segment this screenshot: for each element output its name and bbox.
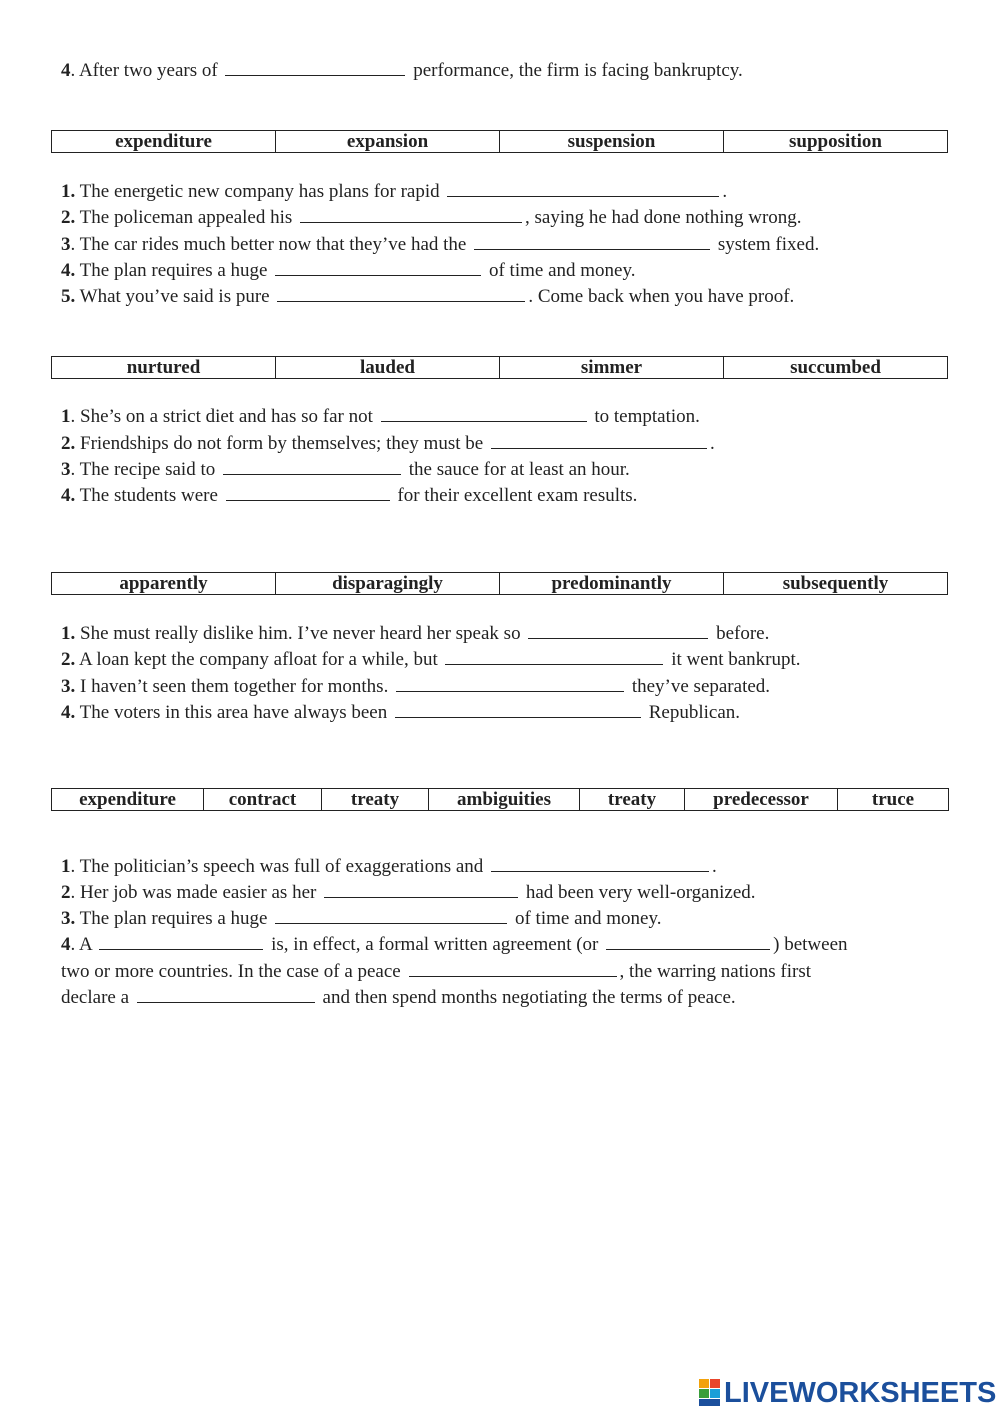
- item-number: 2.: [61, 207, 76, 228]
- answer-blank[interactable]: [395, 701, 641, 718]
- exercise-item-continued: [61, 960, 811, 984]
- item-text: . The politician’s speech was full of exaggerations and: [70, 856, 489, 877]
- word-bank-cell: subsequently: [724, 573, 948, 595]
- answer-blank[interactable]: [396, 675, 624, 692]
- answer-blank[interactable]: [300, 206, 522, 223]
- item-text: What you’ve said is pure: [75, 286, 275, 307]
- word-bank-cell: expenditure: [52, 131, 276, 153]
- word-bank-cell: supposition: [724, 131, 948, 153]
- item-text: they’ve separated.: [627, 676, 771, 697]
- item-text: The plan requires a huge: [75, 908, 273, 929]
- word-bank-cell: predominantly: [500, 573, 724, 595]
- exercise-item: [61, 484, 637, 508]
- logo-icon: [699, 1379, 721, 1407]
- item-text: performance, the firm is facing bankruptcy.: [408, 60, 743, 81]
- answer-blank[interactable]: [223, 458, 401, 475]
- answer-blank[interactable]: [99, 933, 263, 950]
- exercise-item: [61, 432, 715, 456]
- item-text: The policeman appealed his: [75, 207, 298, 228]
- word-bank-cell: apparently: [52, 573, 276, 595]
- answer-blank[interactable]: [275, 907, 507, 924]
- item-text: Republican.: [643, 702, 741, 723]
- item-text: . She’s on a strict diet and has so far not: [70, 406, 378, 427]
- word-bank: [51, 572, 948, 595]
- word-bank-cell: succumbed: [724, 357, 948, 379]
- item-text: of time and money.: [510, 908, 662, 929]
- item-number: 3: [61, 234, 71, 255]
- item-number: 5.: [61, 286, 76, 307]
- item-text: . The car rides much better now that they’ve had the: [70, 234, 472, 255]
- exercise-item: [61, 881, 756, 905]
- item-text: I haven’t seen them together for months.: [75, 676, 394, 697]
- exercise-item: [61, 405, 700, 429]
- item-text: . Her job was made easier as her: [70, 882, 322, 903]
- item-number: 1.: [61, 623, 76, 644]
- answer-blank[interactable]: [528, 622, 708, 639]
- item-text: system fixed.: [713, 234, 820, 255]
- item-number: 4: [61, 934, 71, 955]
- item-text: had been very well-organized.: [521, 882, 756, 903]
- item-text: for their excellent exam results.: [392, 485, 638, 506]
- liveworksheets-logo: [699, 1378, 996, 1408]
- item-number: 3.: [61, 676, 76, 697]
- item-number: 4.: [61, 260, 76, 281]
- word-bank-cell: treaty: [580, 789, 685, 811]
- item-text: two or more countries. In the case of a peace: [61, 961, 406, 982]
- item-text: the sauce for at least an hour.: [404, 459, 630, 480]
- exercise-item: [61, 855, 717, 879]
- answer-blank[interactable]: [137, 986, 315, 1003]
- word-bank-cell: predecessor: [685, 789, 838, 811]
- item-text: The students were: [75, 485, 223, 506]
- exercise-item: [61, 933, 848, 957]
- item-text: . After two years of: [70, 60, 223, 81]
- item-text: . Come back when you have proof.: [528, 286, 795, 307]
- item-text: Friendships do not form by themselves; they must be: [75, 433, 488, 454]
- exercise-item-continued: [61, 986, 736, 1010]
- answer-blank[interactable]: [324, 881, 518, 898]
- item-number: 4: [61, 60, 71, 81]
- answer-blank[interactable]: [409, 960, 617, 977]
- item-number: 2.: [61, 649, 76, 670]
- item-number: 4.: [61, 702, 76, 723]
- word-bank-cell: nurtured: [52, 357, 276, 379]
- answer-blank[interactable]: [275, 259, 481, 276]
- answer-blank[interactable]: [491, 432, 707, 449]
- answer-blank[interactable]: [606, 933, 770, 950]
- exercise-item: [61, 675, 770, 699]
- answer-blank[interactable]: [277, 285, 525, 302]
- item-text: and then spend months negotiating the terms of peace.: [317, 987, 736, 1008]
- item-text: ) between: [773, 934, 848, 955]
- item-text: of time and money.: [484, 260, 636, 281]
- item-text: .: [709, 433, 715, 454]
- word-bank-cell: contract: [204, 789, 322, 811]
- exercise-item: [61, 458, 630, 482]
- exercise-item: [61, 701, 740, 725]
- item-text: . A: [70, 934, 97, 955]
- answer-blank[interactable]: [381, 405, 587, 422]
- item-number: 1.: [61, 181, 76, 202]
- item-number: 1: [61, 856, 71, 877]
- word-bank-cell: truce: [838, 789, 949, 811]
- item-number: 1: [61, 406, 71, 427]
- exercise-item: [61, 622, 769, 646]
- item-number: 4.: [61, 485, 76, 506]
- word-bank-cell: simmer: [500, 357, 724, 379]
- exercise-item: [61, 648, 801, 672]
- item-text: , the warring nations first: [619, 961, 812, 982]
- item-text: .: [722, 181, 728, 202]
- answer-blank[interactable]: [474, 233, 710, 250]
- word-bank: [51, 788, 949, 811]
- item-text: A loan kept the company afloat for a while, but: [75, 649, 443, 670]
- item-text: before.: [711, 623, 770, 644]
- item-number: 3: [61, 459, 71, 480]
- item-text: , saying he had done nothing wrong.: [525, 207, 802, 228]
- item-text: it went bankrupt.: [666, 649, 801, 670]
- word-bank-cell: suspension: [500, 131, 724, 153]
- item-number: 2.: [61, 433, 76, 454]
- word-bank: [51, 130, 948, 153]
- item-text: declare a: [61, 987, 134, 1008]
- exercise-item: [61, 285, 794, 309]
- exercise-item: [61, 59, 743, 83]
- item-text: . The recipe said to: [70, 459, 220, 480]
- answer-blank[interactable]: [225, 59, 405, 76]
- word-bank: [51, 356, 948, 379]
- item-text: The plan requires a huge: [75, 260, 273, 281]
- answer-blank[interactable]: [491, 855, 709, 872]
- answer-blank[interactable]: [226, 484, 390, 501]
- answer-blank[interactable]: [445, 648, 663, 665]
- word-bank-cell: treaty: [322, 789, 429, 811]
- answer-blank[interactable]: [447, 180, 719, 197]
- item-text: She must really dislike him. I’ve never heard her speak so: [75, 623, 526, 644]
- item-text: The energetic new company has plans for rapid: [75, 181, 445, 202]
- word-bank-cell: expenditure: [52, 789, 204, 811]
- item-number: 2: [61, 882, 71, 903]
- word-bank-cell: expansion: [276, 131, 500, 153]
- exercise-item: [61, 180, 727, 204]
- exercise-item: [61, 259, 635, 283]
- word-bank-cell: lauded: [276, 357, 500, 379]
- item-text: to temptation.: [589, 406, 700, 427]
- logo-text: LIVEWORKSHEETS: [724, 1377, 997, 1409]
- item-text: The voters in this area have always been: [75, 702, 392, 723]
- word-bank-cell: ambiguities: [429, 789, 580, 811]
- item-text: is, in effect, a formal written agreement (or: [266, 934, 604, 955]
- word-bank-cell: disparagingly: [276, 573, 500, 595]
- exercise-item: [61, 206, 802, 230]
- item-number: 3.: [61, 908, 76, 929]
- exercise-item: [61, 233, 819, 257]
- item-text: .: [712, 856, 717, 877]
- exercise-item: [61, 907, 661, 931]
